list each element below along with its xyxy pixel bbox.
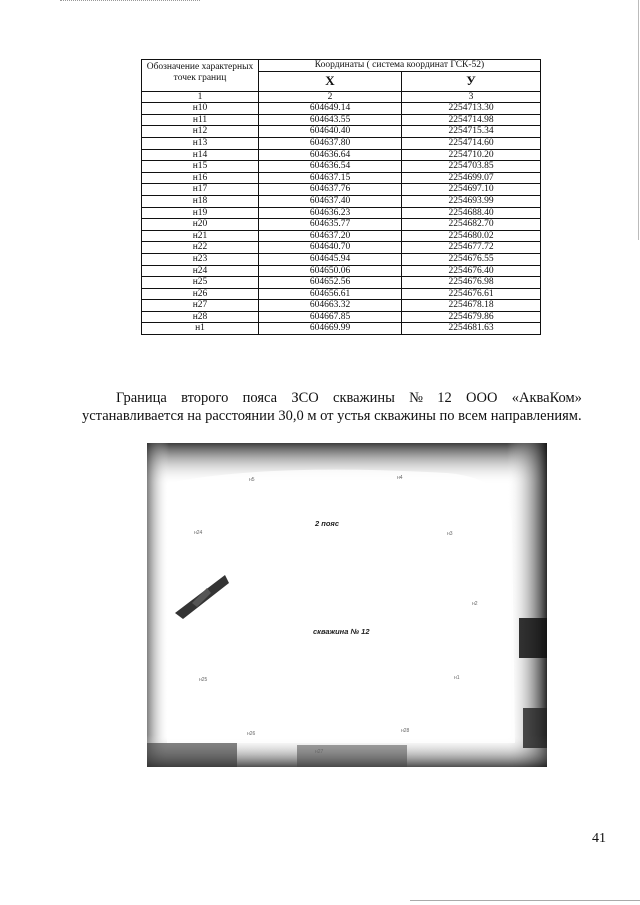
map-point-label: н4 xyxy=(397,475,403,481)
cell-x: 604663.32 xyxy=(259,300,402,312)
table-row xyxy=(142,219,541,231)
header-y: У xyxy=(402,71,541,91)
cell-x: 604656.61 xyxy=(259,288,402,300)
cell-x: 604635.77 xyxy=(259,219,402,231)
table-row xyxy=(142,253,541,265)
paragraph-word: пояса xyxy=(242,390,278,406)
cell-y: 2254714.98 xyxy=(402,114,541,126)
table-row xyxy=(142,149,541,161)
map-point-label: н5 xyxy=(249,477,255,483)
cell-point: н26 xyxy=(142,288,259,300)
cell-point: н24 xyxy=(142,265,259,277)
cell-y: 2254703.85 xyxy=(402,161,541,173)
table-row xyxy=(142,311,541,323)
map-point-label: н27 xyxy=(315,749,324,755)
map-point-label: н24 xyxy=(194,530,203,536)
header-x: X xyxy=(259,71,402,91)
cell-point: н23 xyxy=(142,253,259,265)
cell-point: н17 xyxy=(142,184,259,196)
cell-y: 2254680.02 xyxy=(402,230,541,242)
map-point-label: н25 xyxy=(199,677,208,683)
cell-x: 604669.99 xyxy=(259,323,402,335)
cell-x: 604636.64 xyxy=(259,149,402,161)
cell-point: н11 xyxy=(142,114,259,126)
table-row xyxy=(142,300,541,312)
table-row xyxy=(142,137,541,149)
cell-x: 604637.15 xyxy=(259,172,402,184)
cell-x: 604649.14 xyxy=(259,103,402,115)
scan-artifact-right xyxy=(638,0,639,240)
cell-x: 604637.40 xyxy=(259,195,402,207)
cell-point: н19 xyxy=(142,207,259,219)
cell-x: 604640.40 xyxy=(259,126,402,138)
table-row xyxy=(142,126,541,138)
table-row xyxy=(142,242,541,254)
cell-y: 2254699.07 xyxy=(402,172,541,184)
cell-y: 2254697.10 xyxy=(402,184,541,196)
map-point-label: н26 xyxy=(247,731,256,737)
cell-y: 2254676.40 xyxy=(402,265,541,277)
boundary-map-image xyxy=(147,443,547,767)
map-point-label: н3 xyxy=(447,531,453,537)
cell-y: 2254713.30 xyxy=(402,103,541,115)
table-row xyxy=(142,265,541,277)
cell-y: 2254677.72 xyxy=(402,242,541,254)
cell-point: н12 xyxy=(142,126,259,138)
table-row xyxy=(142,323,541,335)
map-well-label: скважина № 12 xyxy=(313,627,370,636)
cell-y: 2254676.55 xyxy=(402,253,541,265)
cell-y: 2254714.60 xyxy=(402,137,541,149)
map-zone-label: 2 пояс xyxy=(315,519,340,528)
cell-y: 2254710.20 xyxy=(402,149,541,161)
paragraph-word: 12 xyxy=(437,390,452,406)
paragraph-word: второго xyxy=(181,390,229,406)
paragraph-line-2: устанавливается на расстоянии 30,0 м от устья скважины по всем направлениям. xyxy=(82,408,582,424)
cell-x: 604643.55 xyxy=(259,114,402,126)
cell-x: 604645.94 xyxy=(259,253,402,265)
paragraph-word: ЗСО xyxy=(291,390,319,406)
paragraph-word: «АкваКом» xyxy=(511,390,582,406)
table-row xyxy=(142,114,541,126)
cell-y: 2254676.98 xyxy=(402,277,541,289)
column-number-2: 2 xyxy=(259,91,402,103)
cell-x: 604636.23 xyxy=(259,207,402,219)
table-row xyxy=(142,195,541,207)
cell-point: н20 xyxy=(142,219,259,231)
table-row xyxy=(142,207,541,219)
map-point-label: н2 xyxy=(472,601,478,607)
cell-x: 604667.85 xyxy=(259,311,402,323)
cell-point: н22 xyxy=(142,242,259,254)
cell-y: 2254681.63 xyxy=(402,323,541,335)
cell-point: н28 xyxy=(142,311,259,323)
cell-x: 604636.54 xyxy=(259,161,402,173)
paragraph-word: Граница xyxy=(116,390,167,406)
cell-y: 2254715.34 xyxy=(402,126,541,138)
cell-point: н21 xyxy=(142,230,259,242)
cell-x: 604640.70 xyxy=(259,242,402,254)
cell-point: н13 xyxy=(142,137,259,149)
paragraph-word: ООО xyxy=(466,390,498,406)
scan-artifact-bottom xyxy=(410,900,640,901)
map-scan-background xyxy=(147,443,547,767)
table-row xyxy=(142,161,541,173)
coordinates-table xyxy=(141,59,541,335)
header-coords-title: Координаты ( система координат ГСК-52) xyxy=(259,60,541,72)
scan-artifact-top xyxy=(60,0,200,5)
coordinates-table-body xyxy=(142,103,541,335)
cell-x: 604637.76 xyxy=(259,184,402,196)
page-number: 41 xyxy=(592,831,606,846)
column-number-1: 1 xyxy=(142,91,259,103)
cell-x: 604637.20 xyxy=(259,230,402,242)
cell-y: 2254678.18 xyxy=(402,300,541,312)
cell-y: 2254682.70 xyxy=(402,219,541,231)
table-row xyxy=(142,172,541,184)
cell-point: н16 xyxy=(142,172,259,184)
cell-point: н15 xyxy=(142,161,259,173)
map-point-label: н1 xyxy=(454,675,460,681)
cell-x: 604652.56 xyxy=(259,277,402,289)
header-designation: Обозначение характерных точек границ xyxy=(142,60,259,92)
paragraph-line-1 xyxy=(82,389,582,407)
cell-point: н14 xyxy=(142,149,259,161)
table-row xyxy=(142,288,541,300)
paragraph-word: № xyxy=(409,390,423,406)
cell-y: 2254679.86 xyxy=(402,311,541,323)
map-point-label: н28 xyxy=(401,728,410,734)
cell-point: н27 xyxy=(142,300,259,312)
paragraph-word: скважины xyxy=(333,390,395,406)
cell-point: н18 xyxy=(142,195,259,207)
cell-point: н1 xyxy=(142,323,259,335)
table-row xyxy=(142,230,541,242)
cell-point: н10 xyxy=(142,103,259,115)
boundary-paragraph xyxy=(82,389,582,425)
cell-y: 2254676.61 xyxy=(402,288,541,300)
cell-y: 2254688.40 xyxy=(402,207,541,219)
cell-y: 2254693.99 xyxy=(402,195,541,207)
cell-point: н25 xyxy=(142,277,259,289)
table-row xyxy=(142,277,541,289)
table-row xyxy=(142,184,541,196)
cell-x: 604650.06 xyxy=(259,265,402,277)
column-number-3: 3 xyxy=(402,91,541,103)
table-row xyxy=(142,103,541,115)
cell-x: 604637.80 xyxy=(259,137,402,149)
